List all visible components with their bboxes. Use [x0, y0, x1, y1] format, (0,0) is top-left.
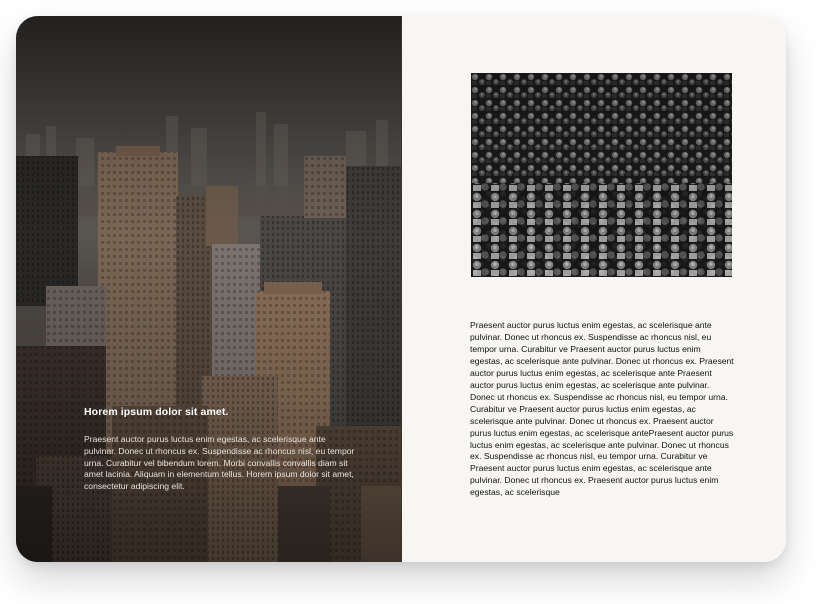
left-heading: Horem ipsum dolor sit amet.: [84, 406, 229, 418]
crowd-photo-icon: [471, 73, 732, 277]
left-page: [16, 16, 401, 562]
right-body-text: Praesent auctor purus luctus enim egestas, ac scelerisque ante pulvinar. Donec ut rhoncus ex. Suspendisse ac rhoncus nisl, eu tempor urna. Curabitur ve Praesent auctor purus luctus enim egestas, ac scelerisque ante pulvinar. Donec ut rhoncus ex. Praesent auctor purus luctus enim egestas, ac scelerisque ante Praesent auctor purus luctus enim egestas, ac scelerisque ante pulvinar. Donec ut rhoncus ex. Suspendisse ac rhoncus nisl, eu tempor urna. Curabitur ve Praesent auctor purus luctus enim egestas, ac scelerisque ante pulvinar. Donec ut rhoncus ex. Praesent auctor purus luctus enim egestas, ac scelerisque antePraesent auctor purus luctus enim egestas, ac scelerisque ante pulvinar. Donec ut rhoncus ex. Suspendisse ac rhoncus nisl, eu tempor urna. Curabitur ve Praesent auctor purus luctus enim egestas, ac scelerisque ante pulvinar. Donec ut rhoncus ex. Praesent auctor purus luctus enim egestas, ac scelerisque: [470, 320, 734, 498]
open-book-spread: [16, 16, 786, 562]
left-text-block: [84, 406, 360, 493]
crowd-photo: [471, 73, 732, 277]
right-page: [402, 16, 786, 562]
left-body-text: Praesent auctor purus luctus enim egestas, ac scelerisque ante pulvinar. Donec ut rhoncus ex. Suspendisse ac rhoncus nisl, eu tempor urna. Curabitur vel bibendum lorem. Morbi convallis convallis diam sit amet lacinia. Aliquam in elementum tellus. Horem ipsum dolor sit amet, consectetur adipiscing elit.: [84, 434, 355, 492]
